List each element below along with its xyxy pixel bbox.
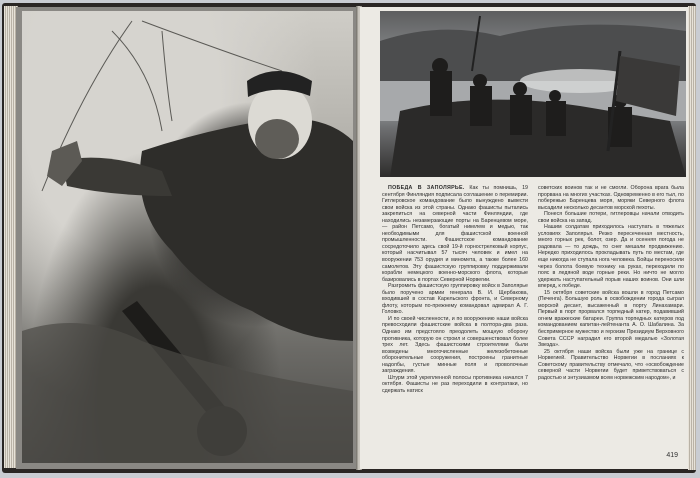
soldier-photo-drawing [22, 11, 353, 463]
article-paragraph: Штурм этой укрепленной полосы противника начался 7 октября. Фашисты не раз переходили в контратаки, но сдержать натиск [382, 374, 528, 394]
article-columns [382, 185, 684, 435]
article-paragraph [382, 185, 528, 283]
article-paragraph: советских воинов так и не смогли. Оборона врага была прорвана на многих участках. Одновременно в его тыл, по побережью Баренцева моря, моряки Северного флота высадили несколько десантов морской пехоты. [538, 185, 684, 211]
right-page-edges [688, 6, 696, 470]
article-paragraph: Нашим солдатам приходилось наступать в тяжелых условиях Заполярья. Резко пересеченная местность, много горных рек, болот, озер. Да и осенняя погода не радовала — то дождь, то снег мешали продвижению. Нередко приходилось прокладывать путь по местам, где еще никогда не ступала нога человека. Бойцы переносили через болота боевую технику на руках, переходили по пояс в ледяной воде горные реки. Но ничто не могло удержать наступательный порыв наших воинов. Они шли вперед, к победе. [538, 224, 684, 290]
right-page [360, 7, 690, 469]
article-paragraph: И по своей численности, и по вооружению наши войска превосходили фашистские войска в полтора-два раза. Однако им предстояло преодолеть мощную оборону противника, которую он строил и совершенствовал более трех лет. Здесь фашистскими строителями были возведены многочисленные железобетонные оборонительные сооружения, построены гранитные надолбы, густые минные поля и проволочные заграждения. [382, 315, 528, 375]
article-heading: ПОБЕДА В ЗАПОЛЯРЬЕ. [388, 185, 465, 191]
boat-landing-photo [380, 11, 686, 177]
page-number: 419 [666, 452, 678, 459]
article-paragraph: Разгромить фашистскую группировку войск в Заполярье было поручено армии генерала В. И. Щербакова, входившей в состав Карельского фронта, и Северному флоту, которым по-прежнему командовал адмирал А. Г. Головко. [382, 283, 528, 316]
article-paragraph: 25 октября наши войска были уже на границе с Норвегией. Правительство Норвегии в посланиях к Советскому правительству отмечало, что «освобождение северной части Норвегии будет приветствоваться с радостью и энтузиазмом всем норвежским народом», и [538, 348, 684, 381]
article-paragraph: Понеся большие потери, гитлеровцы начали отводить свои войска на запад. [538, 211, 684, 224]
article-paragraph-text: Как ты помнишь, 19 сентября Финляндия подписала соглашение о перемирии. Гитлеровское командование было вынуждено вывести свои войска из этой страны. Однако фашисты пытались закрепиться на северной части Финляндии, где находились незамерзающие порты на Баренцевом море, — район Петсамо, богатый никелем и медью, так необходимыми для фашистской военной промышленности. Фашистское командование сосредоточило здесь свой 19-й горнострелковый корпус, который насчитывал 57 тысяч человек и имел на вооружении 753 орудия и миномета, а также более 160 самолетов. Эту фашистскую группировку поддерживали корабли немецкого военно-морского флота, которые базировались в портах Северной Норвегии. [382, 185, 528, 283]
article-column-2 [538, 185, 684, 435]
article-paragraph: 15 октября советские войска вошли в город Петсамо (Печенга). Большую роль в освобождении города сыграл морской десант, высаженный в порту Линахамари. Первый в порт прорвался торпедный катер, подавивший огнем вражеские батареи. Группа торпедных катеров под командованием капитан-лейтенанта А. О. Шабалина. За беспримерное мужество и героизм Президиум Верховного Совета СССР наградил его второй медалью «Золотая Звезда». [538, 289, 684, 349]
left-page [16, 7, 357, 469]
article-column-1 [382, 185, 528, 435]
boat-photo-drawing [380, 11, 686, 177]
soldier-photo [22, 11, 353, 463]
